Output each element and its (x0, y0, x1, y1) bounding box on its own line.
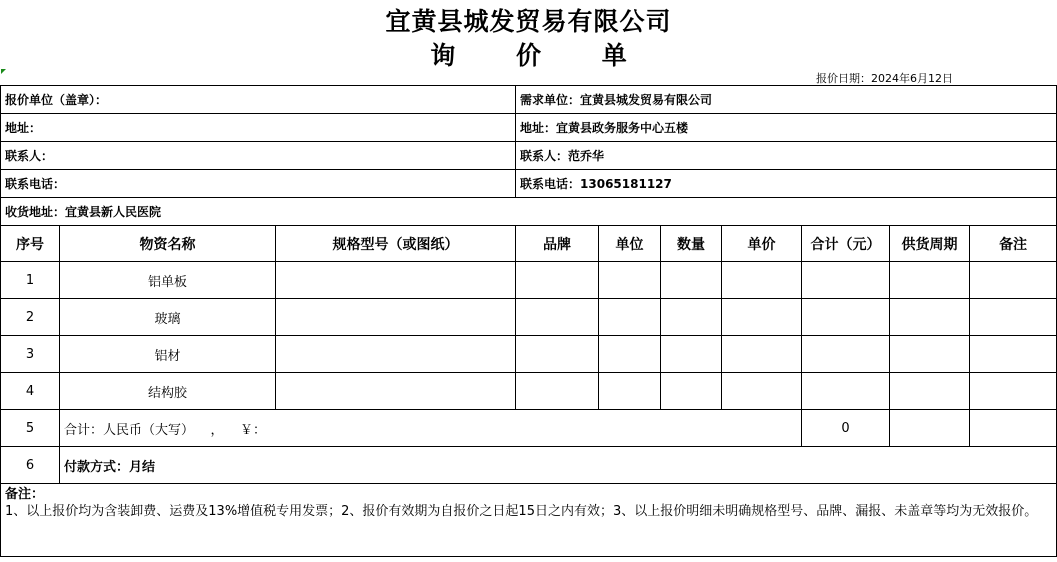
item-name[interactable]: 结构胶 (60, 373, 276, 410)
inquiry-sheet (0, 85, 1057, 557)
remark-cell[interactable] (970, 373, 1057, 410)
payment-terms[interactable]: 付款方式：月结 (60, 447, 1057, 484)
demand-phone-cell[interactable]: 联系电话：13065181127 (516, 170, 1057, 198)
notes-cell[interactable] (1, 484, 1057, 557)
row-number[interactable]: 3 (1, 336, 60, 373)
spec-cell[interactable] (276, 299, 516, 336)
table-row (1, 299, 1057, 336)
brand-cell[interactable] (516, 373, 599, 410)
qty-cell[interactable] (661, 299, 722, 336)
unit-cell[interactable] (599, 336, 661, 373)
row-number[interactable]: 4 (1, 373, 60, 410)
price-cell[interactable] (722, 262, 802, 299)
table-row (1, 336, 1057, 373)
demand-contact-cell[interactable]: 联系人：范乔华 (516, 142, 1057, 170)
quote-unit-cell[interactable]: 报价单位（盖章）： (1, 86, 516, 114)
period-cell[interactable] (890, 299, 970, 336)
price-cell[interactable] (722, 299, 802, 336)
company-title: 宜黄县城发贸易有限公司 (385, 7, 672, 36)
header-cell[interactable]: 数量 (661, 226, 722, 262)
header-cell[interactable]: 合计（元） (802, 226, 890, 262)
brand-cell[interactable] (516, 262, 599, 299)
unit-cell[interactable] (599, 373, 661, 410)
qty-cell[interactable] (661, 373, 722, 410)
price-cell[interactable] (722, 373, 802, 410)
header-cell[interactable]: 单价 (722, 226, 802, 262)
total-value[interactable]: 0 (802, 410, 890, 447)
demand-unit-cell[interactable]: 需求单位：宜黄县城发贸易有限公司 (516, 86, 1057, 114)
header-cell[interactable]: 供货周期 (890, 226, 970, 262)
header-cell[interactable]: 单位 (599, 226, 661, 262)
document-title: 询 价 单 (430, 41, 653, 70)
header-cell[interactable]: 序号 (1, 226, 60, 262)
cell-comment-marker (1, 69, 6, 74)
qty-cell[interactable] (661, 262, 722, 299)
total-amount-label[interactable]: 合计：人民币（大写） ， ￥： (60, 410, 802, 447)
row-number[interactable]: 2 (1, 299, 60, 336)
subtotal-cell[interactable] (802, 373, 890, 410)
period-cell[interactable] (890, 373, 970, 410)
period-cell[interactable] (890, 336, 970, 373)
spec-cell[interactable] (276, 336, 516, 373)
item-name[interactable]: 玻璃 (60, 299, 276, 336)
payment-row (1, 447, 1057, 484)
item-name[interactable]: 铝单板 (60, 262, 276, 299)
remark-cell[interactable] (970, 410, 1057, 447)
unit-cell[interactable] (599, 299, 661, 336)
row-number[interactable]: 5 (1, 410, 60, 447)
header-cell[interactable]: 备注 (970, 226, 1057, 262)
notes-row (1, 484, 1057, 557)
subtotal-cell[interactable] (802, 299, 890, 336)
notes-title: 备注： (5, 487, 45, 502)
period-cell[interactable] (890, 262, 970, 299)
remark-cell[interactable] (970, 336, 1057, 373)
brand-cell[interactable] (516, 336, 599, 373)
remark-cell[interactable] (970, 262, 1057, 299)
quote-date: 报价日期：2024年6月12日 (816, 72, 953, 85)
header-cell[interactable]: 物资名称 (60, 226, 276, 262)
item-name[interactable]: 铝材 (60, 336, 276, 373)
spec-cell[interactable] (276, 373, 516, 410)
subtotal-cell[interactable] (802, 262, 890, 299)
brand-cell[interactable] (516, 299, 599, 336)
demand-address-cell[interactable]: 地址：宜黄县政务服务中心五楼 (516, 114, 1057, 142)
table-row (1, 262, 1057, 299)
delivery-address-cell[interactable]: 收货地址：宜黄县新人民医院 (1, 198, 1057, 226)
qty-cell[interactable] (661, 336, 722, 373)
quote-address-cell[interactable]: 地址： (1, 114, 516, 142)
spec-cell[interactable] (276, 262, 516, 299)
header-cell[interactable]: 规格型号（或图纸） (276, 226, 516, 262)
period-cell[interactable] (890, 410, 970, 447)
quote-phone-cell[interactable]: 联系电话： (1, 170, 516, 198)
header-cell[interactable]: 品牌 (516, 226, 599, 262)
unit-cell[interactable] (599, 262, 661, 299)
row-number[interactable]: 6 (1, 447, 60, 484)
subtotal-cell[interactable] (802, 336, 890, 373)
table-row (1, 373, 1057, 410)
remark-cell[interactable] (970, 299, 1057, 336)
total-row (1, 410, 1057, 447)
row-number[interactable]: 1 (1, 262, 60, 299)
notes-text: 1、以上报价均为含装卸费、运费及13%增值税专用发票；2、报价有效期为自报价之日起15日之内有效；3、以上报价明细未明确规格型号、品牌、漏报、未盖章等均为无效报价。 (5, 504, 1038, 519)
column-header-row (1, 226, 1057, 262)
quote-contact-cell[interactable]: 联系人： (1, 142, 516, 170)
price-cell[interactable] (722, 336, 802, 373)
